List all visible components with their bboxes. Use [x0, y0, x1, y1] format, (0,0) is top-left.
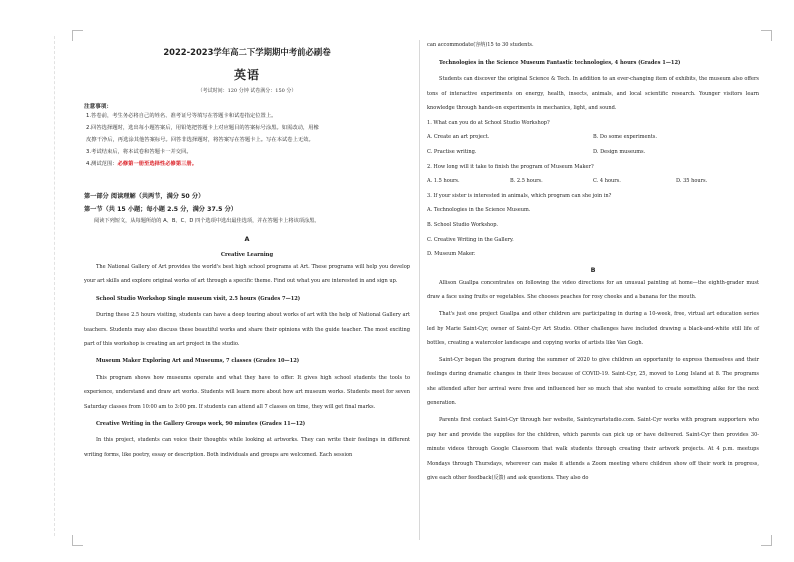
passage-paragraph: Parents first contact Saint-Cyr through her website, Saintcyrartstudio.com. Saint-Cyr works with program supporters who pay her and provide the supplies for the children, which parents can pick up or have delivered. Saint-Cyr then provides 30-minute videos through Google Classroom that walk students through creating their artwork projects. At 4 p.m. meetups Mondays through Thursdays, wherever can make it attends a Zoom meeting where children show off their work in progress, give each other feedback(反馈) and ask questions. They also do — [427, 417, 759, 482]
exam-info: （考试时间：120 分钟 试卷满分：150 分） — [197, 88, 297, 94]
option-d: D. Design museums. — [593, 148, 646, 155]
note-item-scope — [84, 158, 410, 170]
option-c: C. Creative Writing in the Gallery. — [427, 236, 514, 243]
left-column — [84, 38, 410, 462]
program-heading: Creative Writing in the Gallery Groups work, 90 minutes (Grades 11—12) — [96, 421, 306, 428]
option-b: B. School Studio Workshop. — [427, 221, 499, 228]
subject-title: 英语 — [233, 68, 260, 82]
options-row — [427, 174, 759, 189]
note-item: 2.回答选择题时，选出每小题答案后，用铅笔把答题卡上对应题目的答案标号涂黑。如需改动，用橡 — [86, 125, 319, 131]
passage-letter-b: B — [590, 265, 596, 274]
passage-paragraph: The National Gallery of Art provides the world's best high school programs at Art. These programs will help you develop your art skills and explore original works of art through a specific theme. Find out what you are interested in and sign up. — [84, 264, 410, 285]
options-row — [427, 130, 759, 145]
program-heading: School Studio Workshop Single museum visit, 2.5 hours (Grades 7—12) — [96, 295, 301, 302]
binding-gutter — [8, 36, 48, 536]
option-c: C. Practise writing. — [427, 148, 477, 155]
column-divider — [419, 40, 420, 540]
passage-paragraph: Saint-Cyr began the program during the summer of 2020 to give children an opportunity to express themselves and their feelings during dramatic changes in their lives because of COVID-19. Saint-Cyr, 25, moved to Long Island at 8. The programs she attended after her arrival were free and influenced her so much that she wanted to create something alike for the next generation. — [427, 356, 759, 407]
option-d: D. 35 hours. — [676, 178, 708, 185]
crop-mark — [761, 535, 772, 546]
option-b: B. Do some experiments. — [593, 134, 657, 141]
passage-title: Creative Learning — [220, 252, 274, 258]
note-item: 1.答卷前，考生务必将自己的姓名、准考证号等填写在答题卡和试卷指定位置上。 — [86, 113, 277, 119]
passage-paragraph: That's just one project Guallpa and other children are participating in during a 10-week, free, virtual art education series led by Marie Saint-Cyr, owner of Saint-Cyr Art Studio. Other challenges have included drawing a black-and-white still life of bottles, creating a watercolor landscape and copying works of artists like Van Gogh. — [427, 310, 759, 347]
program-heading: Technologies in the Science Museum Fantastic technologies, 4 hours (Grades 1—12) — [439, 59, 681, 66]
crop-mark — [72, 30, 83, 41]
passage-letter-a: A — [244, 235, 250, 243]
section-heading: 第一节（共 15 小题；每小题 2.5 分，满分 37.5 分） — [84, 206, 237, 213]
crop-mark — [72, 535, 83, 546]
exam-title: 2022-2023学年高二下学期期中考前必刷卷 — [163, 47, 331, 57]
gutter-dash-line — [54, 36, 55, 536]
crop-mark — [761, 30, 772, 41]
option-b: B. 2.5 hours. — [510, 178, 543, 185]
program-heading: Museum Maker Exploring Art and Museums, 7 classes (Grades 10—12) — [96, 358, 300, 365]
right-column — [427, 38, 759, 486]
passage-paragraph: In this project, students can voice their thoughts while looking at artworks. They can write their feelings in different writing forms, like poetry, essay or description. Both individuals and groups are welcomed. Each session — [84, 437, 410, 458]
note-item: 3.考试结束后，将本试卷和答题卡一并交回。 — [86, 149, 192, 155]
scope-range: 必修第一册至选择性必修第三册。 — [117, 161, 198, 167]
option-a: A. 1.5 hours. — [427, 178, 460, 185]
options-row — [427, 145, 759, 160]
option-a: A. Technologies in the Science Museum. — [427, 207, 531, 214]
question-stem: 3. If your sister is interested in animals, which program can she join in? — [427, 192, 612, 199]
passage-continuation: can accommodate(容纳)15 to 30 students. — [427, 42, 534, 48]
question-stem: 1. What can you do at School Studio Workshop? — [427, 119, 550, 126]
passage-paragraph: During these 2.5 hours visiting, students can have a deep touring about works of art with the help of National Gallery art teachers. Students may also discuss these beautiful works and share their opinions with the guide teacher. The most exciting part of this workshop is creating an art project in the studio. — [84, 312, 410, 348]
question-stem: 2. How long will it take to finish the program of Museum Maker? — [427, 163, 594, 170]
scope-prefix: 4.测试范围： — [86, 161, 118, 167]
part-heading: 第一部分 阅读理解（共两节，满分 50 分） — [84, 193, 205, 200]
passage-paragraph: This program shows how museums operate and what they have to offer. It gives high school students the tools to experience, understand and draw art works. Students will learn more about how art museum works. Students meet for seven Saturday classes from 10:00 am to 3:00 pm. If students can attend all 7 classes on time, they will get final marks. — [84, 374, 410, 410]
option-c: C. 4 hours. — [593, 178, 621, 185]
section-instruction: 阅读下列短文，从每题所给的 A、B、C、D 四个选项中选出最佳选项，并在答题卡上将该项涂黑。 — [94, 218, 320, 224]
passage-paragraph: Students can discover the original Science & Tech. In addition to an ever-changing item of exhibits, the museum also offers tons of interactive experiments on energy, health, insects, animals, and local scientific research. Younger visitors learn knowledge through hands-on experiments in mechanics, light, and sound. — [427, 76, 759, 112]
note-item: 皮擦干净后，再选涂其他答案标号。回答非选择题时，将答案写在答题卡上。写在本试卷上无效。 — [86, 137, 314, 143]
notes-title: 注意事项： — [84, 104, 112, 110]
option-d: D. Museum Maker. — [427, 251, 476, 258]
option-a: A. Create an art project. — [427, 134, 490, 141]
passage-paragraph: Allison Guallpa concentrates on following the video directions for an unusual painting at home—the eighth-grader must draw a face using fruits or vegetables. She chooses peaches for rosy cheeks and a banana for the mouth. — [427, 279, 759, 301]
